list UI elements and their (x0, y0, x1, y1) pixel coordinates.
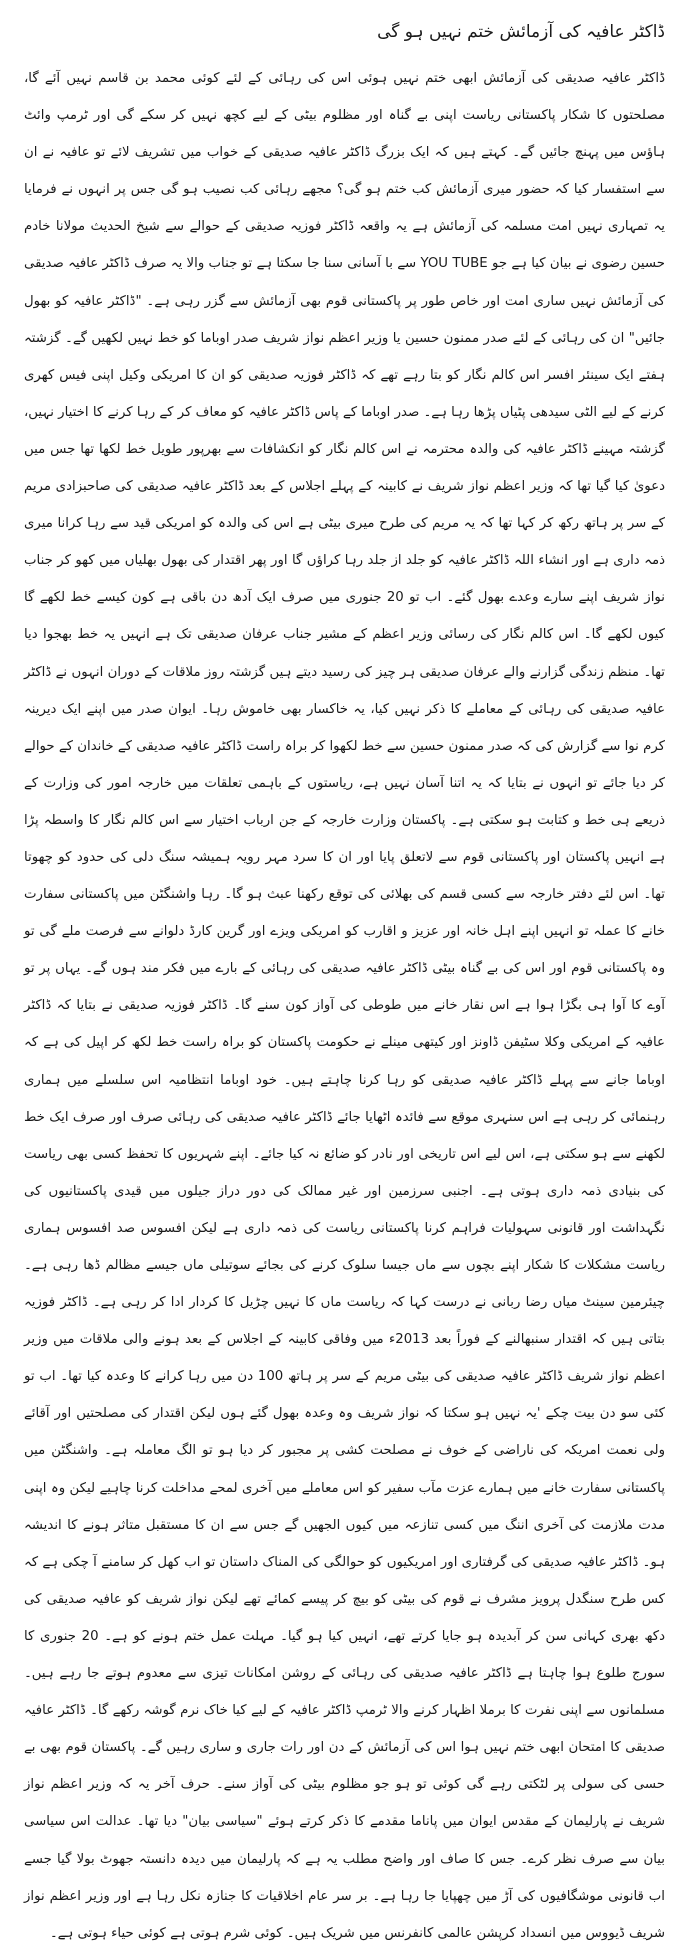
article-title: ڈاکٹر عافیہ کی آزمائش ختم نہیں ہو گی (377, 22, 665, 42)
article-body: ڈاکٹر عافیہ صدیقی کی آزمائش ابھی ختم نہیں ہوئی اس کی رہائی کے لئے کوئی محمد بن قاسم نہیں آئے گا، مصلحتوں کا شکار پاکستانی ریاست اپنی بے گناہ اور مظلوم بیٹی کے لیے کچھ نہیں کر سکے گی اور ٹرمپ وائٹ ہاؤس میں پہنچ جائیں گے۔ کہتے ہیں کہ ایک بزرگ ڈاکٹر عافیہ صدیقی کے خواب میں تشریف لائے تو عافیہ نے ان سے استفسار کیا کہ حضور میری آزمائش کب ختم ہو گی؟ مجھے رہائی کب نصیب ہو گی جس پر انہوں نے فرمایا یہ تمہاری نہیں امت مسلمہ کی آزمائش ہے یہ واقعہ ڈاکٹر فوزیہ صدیقی کے حوالے سے شیخ الحدیث مولانا خادم حسین رضوی نے بیان کیا ہے جو YOU TUBE سے با آسانی سنا جا سکتا ہے تو جناب والا یہ صرف ڈاکٹر عافیہ صدیقی کی آزمائش نہیں ساری امت اور خاص طور پر پاکستانی قوم بھی آزمائش سے گزر رہی ہے۔ "ڈاکٹر عافیہ کو بھول جائیں" ان کی رہائی کے لئے صدر ممنون حسین یا وزیر اعظم نواز شریف صدر اوباما کو خط نہیں لکھیں گے۔ گزشتہ ہفتے ایک سینئر افسر اس کالم نگار کو بتا رہے تھے کہ ڈاکٹر فوزیہ صدیقی کو ان کا امریکی وکیل اپنی فیس کھری کرنے کے لیے الٹی سیدھی پٹیاں پڑھا رہا ہے۔ صدر اوباما کے پاس ڈاکٹر عافیہ کو معاف کر کے رہا کرنے کا اختیار نہیں، گزشتہ مہینے ڈاکٹر عافیہ کی والدہ محترمہ نے اس کالم نگار کو انکشافات سے بھرپور طویل خط لکھا تھا جس میں دعویٰ کیا گیا تھا کہ وزیر اعظم نواز شریف نے کابینہ کے پہلے اجلاس کے بعد ڈاکٹر عافیہ صدیقی کی صاحبزادی مریم کے سر پر ہاتھ رکھ کر کہا تھا کہ یہ مریم کی طرح میری بیٹی ہے اس کی والدہ کو امریکی قید سے رہا کرانا میری ذمہ داری ہے اور انشاء اللہ ڈاکٹر عافیہ کو جلد از جلد رہا کراؤں گا اور پھر اقتدار کی بھول بھلیاں میں کھو کر جناب نواز شریف اپنے سارے وعدے بھول گئے۔ اب تو 20 جنوری میں صرف ایک آدھ دن باقی ہے کون کیسے خط لکھے گا کیوں لکھے گا۔ اس کالم نگار کی رسائی وزیر اعظم کے مشیر جناب عرفان صدیقی تک ہے انہیں یہ خط بھجوا دیا تھا۔ منظم زندگی گزارنے والے عرفان صدیقی ہر چیز کی رسید دیتے ہیں گزشتہ روز ملاقات کے دوران انہوں نے ڈاکٹر عافیہ صدیقی کی رہائی کے معاملے کا ذکر نہیں کیا، یہ خاکسار بھی خاموش رہا۔ ایوان صدر میں اپنے ایک دیرینہ کرم نوا سے گزارش کی کہ صدر ممنون حسین سے خط لکھوا کر براہ راست ڈاکٹر عافیہ صدیقی کے خاندان کے حوالے کر دیا جائے تو انہوں نے بتایا کہ یہ اتنا آسان نہیں ہے، ریاستوں کے باہمی تعلقات میں خارجہ امور کی وزارت کے ذریعے ہی خط و کتابت ہو سکتی ہے۔ پاکستان وزارت خارجہ کے جن ارباب اختیار سے اس کالم نگار کا واسطہ پڑا ہے انہیں پاکستان اور پاکستانی قوم سے لاتعلق پایا اور ان کا سرد مہر رویہ ہمیشہ سنگ دلی کی حدود کو چھوتا تھا۔ اس لئے دفتر خارجہ سے کسی قسم کی بھلائی کی توقع رکھنا عبث ہو گا۔ رہا واشنگٹن میں پاکستانی سفارت خانے کا عملہ تو انہیں اپنے اہل خانہ اور عزیز و اقارب کو امریکی ویزے اور گرین کارڈ دلوانے سے فرصت ملے گی تو وہ پاکستانی قوم اور اس کی بے گناہ بیٹی ڈاکٹر عافیہ صدیقی کی رہائی کے بارے میں فکر مند ہوں گے۔ یہاں پر تو آوے کا آوا ہی بگڑا ہوا ہے اس نقار خانے میں طوطی کی آواز کون سنے گا۔ ڈاکٹر فوزیہ صدیقی نے بتایا کہ ڈاکٹر عافیہ کے امریکی وکلا سٹیفن ڈاونز اور کیتھی مینلے نے حکومت پاکستان کو براہ راست خط لکھ کر اپیل کی ہے کہ اوباما جانے سے پہلے ڈاکٹر عافیہ صدیقی کو رہا کرنا چاہتے ہیں۔ خود اوباما انتظامیہ اس سلسلے میں ہماری رہنمائی کر رہی ہے اس سنہری موقع سے فائدہ اٹھایا جائے ڈاکٹر عافیہ صدیقی کی رہائی صرف اور صرف ایک خط لکھنے سے ہو سکتی ہے، اس لیے اس تاریخی اور نادر کو ضائع نہ کیا جائے۔ اپنے شہریوں کا تحفظ کسی بھی ریاست کی بنیادی ذمہ داری ہوتی ہے۔ اجنبی سرزمین اور غیر ممالک کی دور دراز جیلوں میں قیدی پاکستانیوں کی نگہداشت اور قانونی سہولیات فراہم کرنا پاکستانی ریاست کی ذمہ داری ہے لیکن افسوس صد افسوس ہماری ریاست مشکلات کا شکار اپنے بچوں سے ماں جیسا سلوک کرنے کی بجائے سوتیلی ماں جیسے مظالم ڈھا رہی ہے۔ چیئرمین سینٹ میاں رضا ربانی نے درست کہا کہ ریاست ماں کا نہیں چڑیل کا کردار ادا کر رہی ہے۔ ڈاکٹر فوزیہ بتاتی ہیں کہ اقتدار سنبھالنے کے فوراً بعد 2013ء میں وفاقی کابینہ کے اجلاس کے بعد ہونے والی ملاقات میں وزیر اعظم نواز شریف ڈاکٹر عافیہ صدیقی کی بیٹی مریم کے سر پر ہاتھ 100 دن میں رہا کرانے کا وعدہ کیا تھا۔ اب تو کئی سو دن بیت چکے 'یہ نہیں ہو سکتا کہ نواز شریف وہ وعدہ بھول گئے ہوں لیکن اقتدار کی مصلحتیں اور آقائے ولی نعمت امریکہ کی ناراضی کے خوف نے مصلحت کشی پر مجبور کر دیا ہو تو الگ معاملہ ہے۔ واشنگٹن میں پاکستانی سفارت خانے میں ہمارے عزت مآب سفیر کو اس معاملے میں آخری لمحے مداخلت کرنا چاہیے لیکن وہ اپنی مدت ملازمت کی آخری اننگ میں کسی تنازعہ میں کیوں الجھیں گے جس سے ان کا مستقبل متاثر ہونے کا اندیشہ ہو۔ ڈاکٹر عافیہ صدیقی کی گرفتاری اور امریکیوں کو حوالگی کی المناک داستان تو اب کھل کر سامنے آ چکی ہے کہ کس طرح سنگدل پرویز مشرف نے قوم کی بیٹی کو بیچ کر پیسے کمائے تھے لیکن نواز شریف کو عافیہ صدیقی کی دکھ بھری کہانی سن کر آبدیدہ ہو جایا کرتے تھے، انہیں کیا ہو گیا۔ مہلت عمل ختم ہونے کو ہے۔ 20 جنوری کا سورج طلوع ہوا چاہتا ہے ڈاکٹر عافیہ صدیقی کی رہائی کے روشن امکانات تیزی سے معدوم ہوتے جا رہے ہیں۔ مسلمانوں سے اپنی نفرت کا برملا اظہار کرنے والا ٹرمپ ڈاکٹر عافیہ کے لیے کیا خاک نرم گوشہ رکھے گا۔ ڈاکٹر عافیہ صدیقی کا امتحان ابھی ختم نہیں ہوا اس کی آزمائش کے دن اور رات جاری و ساری رہیں گے۔ پاکستان قوم بھی بے حسی کی سولی پر لٹکتی رہے گی کوئی تو ہو جو مظلوم بیٹی کی آواز سنے۔ حرف آخر یہ کہ وزیر اعظم نواز شریف نے پارلیمان کے مقدس ایوان میں پاناما مقدمے کا ذکر کرتے ہوئے "سیاسی بیان" دیا تھا۔ عدالت اس سیاسی بیان سے صرف نظر کرے۔ جس کا صاف اور واضح مطلب یہ ہے کہ پارلیمان میں دیدہ دانستہ جھوٹ بولا گیا جسے اب قانونی موشگافیوں کی آڑ میں چھپایا جا رہا ہے۔ بر سر عام اخلاقیات کا جنازہ نکل رہا ہے اور وزیر اعظم نواز شریف ڈیووس میں انسداد کرپشن عالمی کانفرنس میں شریک ہیں۔ کوئی شرم ہوتی ہے کوئی حیاء ہوتی ہے۔ (24, 71, 665, 1941)
